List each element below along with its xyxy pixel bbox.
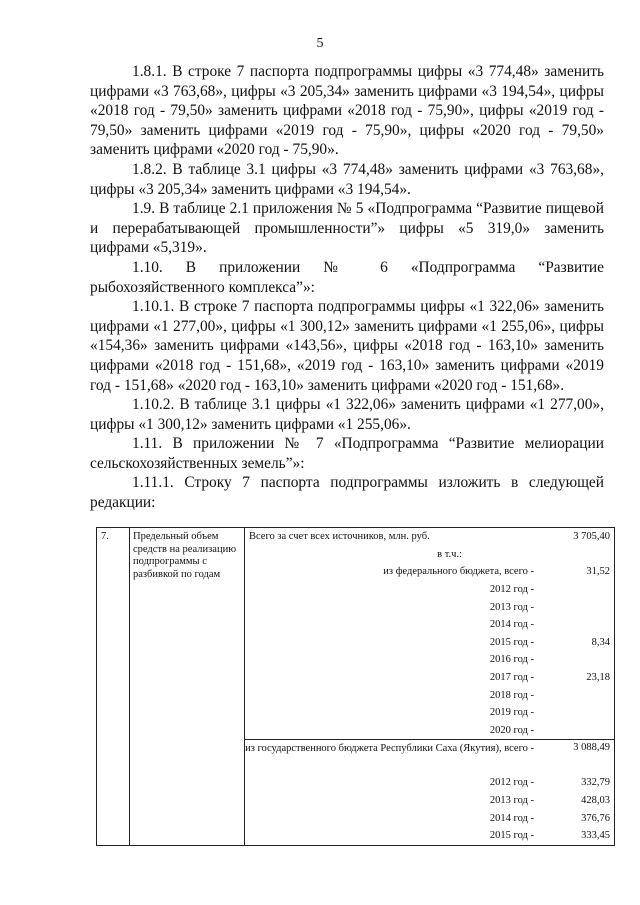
year-label: 2020 год - (489, 724, 534, 736)
year-label: 2014 год - (489, 812, 534, 824)
year-label: 2012 год - (489, 584, 534, 596)
paragraph-1-10: 1.10. В приложении № 6 «Подпрограмма “Развитие рыбохозяйственного комплекса”»: (90, 258, 604, 296)
paragraph-1-10-2: 1.10.2. В таблице 3.1 цифры «1 322,06» заменить цифрами «1 277,00», цифры «1 300,12» заменить цифрами «1 255,06». (90, 396, 604, 433)
federal-funding-cell (245, 528, 615, 740)
year-line (245, 722, 614, 740)
year-value: 23,18 (586, 672, 610, 684)
year-line (245, 669, 614, 687)
paragraph-1-9: 1.9. В таблице 2.1 приложения № 5 «Подпрограмма “Развитие пищевой и перерабатывающей промышленности”» цифры «5 319,0» заменить цифрами «5,319». (90, 200, 604, 257)
row-number-cell: 7. (97, 528, 130, 846)
paragraph-1-8-2: 1.8.2. В таблице 3.1 цифры «3 774,48» заменить цифрами «3 763,68», цифры «3 205,34» заменить цифрами «3 194,54». (90, 160, 604, 198)
including-line (245, 546, 614, 564)
federal-label: из федерального бюджета, всего - (383, 566, 534, 578)
row-label-cell: Предельный объем средств на реализацию подпрограммы с разбивкой по годам (130, 528, 245, 846)
table-row (97, 528, 615, 740)
year-line (245, 792, 614, 810)
year-line (245, 704, 614, 722)
year-value: 376,76 (581, 812, 610, 824)
paragraph-1-8-1: 1.8.1. В строке 7 паспорта подпрограммы цифры «3 774,48» заменить цифрами «3 763,68», цифры «3 205,34» заменить цифрами «3 194,54», цифры «2018 год - 79,50» заменить цифрами «2018 год - 75,90», цифры «2019 год - 79,50» заменить цифрами «2019 год - 75,90», цифры «2020 год - 79,50» заменить цифрами «2020 год - 75,90». (90, 63, 604, 159)
year-label: 2015 год - (489, 636, 534, 648)
year-line (245, 634, 614, 652)
year-label: 2018 год - (489, 689, 534, 701)
year-line (245, 827, 614, 845)
including-label: в т.ч.: (437, 548, 462, 560)
state-funding-cell (245, 740, 615, 845)
total-label: Всего за счет всех источников, млн. руб. (249, 531, 430, 543)
paragraph-1-10-1: 1.10.1. В строке 7 паспорта подпрограммы цифры «1 322,06» заменить цифрами «1 277,00», цифры «1 300,12» заменить цифрами «1 255,06», цифры «154,36» заменить цифрами «143,56», цифры «2018 год - 163,10» заменить цифрами «2018 год - 151,68», «2019 год - 163,10» заменить цифрами «2019 год - 151,68» «2020 год - 163,10» заменить цифрами «2020 год - 151,68». (90, 298, 604, 394)
passport-table-wrap (96, 527, 610, 846)
state-value: 3 088,49 (573, 742, 610, 754)
year-line (245, 686, 614, 704)
year-label: 2017 год - (489, 672, 534, 684)
year-line (245, 598, 614, 616)
year-label: 2013 год - (489, 601, 534, 613)
total-value: 3 705,40 (573, 531, 610, 543)
year-line (245, 651, 614, 669)
year-label: 2013 год - (489, 795, 534, 807)
state-total-line (245, 740, 614, 774)
year-line (245, 581, 614, 599)
paragraph-1-11-1: 1.11.1. Строку 7 паспорта подпрограммы изложить в следующей редакции: (90, 474, 604, 512)
year-label: 2016 год - (489, 654, 534, 666)
year-line (245, 809, 614, 827)
year-line (245, 774, 614, 792)
state-label: из государственного бюджета Республики Саха (Якутия), всего - (245, 743, 534, 755)
total-line (245, 528, 614, 546)
document-body (90, 62, 604, 513)
year-value: 8,34 (591, 636, 610, 648)
year-value: 333,45 (581, 830, 610, 842)
federal-total-line (245, 563, 614, 581)
passport-table (96, 527, 615, 846)
year-label: 2015 год - (489, 830, 534, 842)
year-label: 2019 год - (489, 707, 534, 719)
paragraph-1-11: 1.11. В приложении № 7 «Подпрограмма “Развитие мелиорации сельскохозяйственных земель”»: (90, 435, 604, 472)
year-label: 2012 год - (489, 777, 534, 789)
year-value: 428,03 (581, 795, 610, 807)
year-line (245, 616, 614, 634)
page-number: 5 (316, 36, 324, 51)
year-value: 332,79 (581, 777, 610, 789)
year-label: 2014 год - (489, 619, 534, 631)
federal-value: 31,52 (586, 566, 610, 578)
